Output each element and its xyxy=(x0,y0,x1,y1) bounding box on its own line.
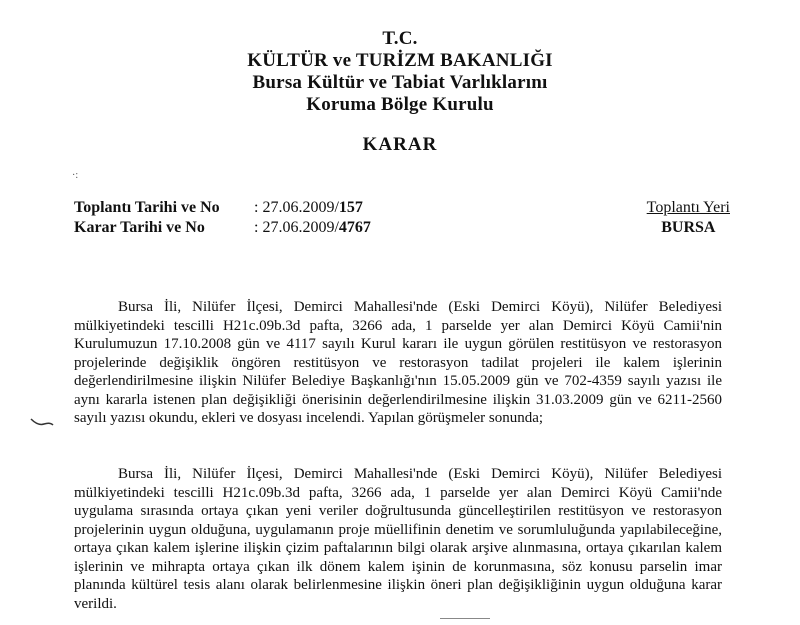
meeting-place xyxy=(647,198,730,238)
pen-mark-icon xyxy=(30,416,54,428)
paragraph-1: Bursa İli, Nilüfer İlçesi, Demirci Mahallesi'nde (Eski Demirci Köyü), Nilüfer Belediyesi mülkiyetindeki tescilli H21c.09b.3d pafta, 3266 ada, 1 parselde yer alan Demirci Köyü Camii'nin Kurulumuzun 17.10.2008 gün ve 4117 sayılı Kurul kararı ile uygun görülen restitüsyon ve restorasyon projelerinde değişiklik öngören restitüsyon ve restorasyon tadilat projeleri ile kalem işlerinin değerlendirilmesine ilişkin Nilüfer Belediye Başkanlığı'nın 15.05.2009 gün ve 702-4359 sayılı yazısı ile aynı kararla istenen plan değişikliği önerisinin değerlendirilmesine ilişkin 31.03.2009 gün ve 6211-2560 sayılı yazısı okundu, ekleri ve dosyası incelendi. Yapılan görüşmeler sonunda; xyxy=(74,299,722,426)
meeting-place-city: BURSA xyxy=(661,219,716,236)
header-board-line2: Koruma Bölge Kurulu xyxy=(306,94,494,115)
document-header xyxy=(0,28,800,116)
decision-label: Karar Tarihi ve No xyxy=(74,219,205,236)
scan-speck: ·: xyxy=(72,170,79,181)
meta-block xyxy=(74,198,371,238)
scan-line-mark xyxy=(440,618,490,619)
meeting-row xyxy=(74,198,371,218)
decision-value xyxy=(254,218,371,238)
document-title: KARAR xyxy=(362,134,438,155)
header-tc: T.C. xyxy=(382,28,418,49)
meeting-value xyxy=(254,198,363,218)
decision-number: 4767 xyxy=(338,219,371,236)
decision-row xyxy=(74,218,371,238)
meeting-label: Toplantı Tarihi ve No xyxy=(74,199,220,216)
paragraph-2: Bursa İli, Nilüfer İlçesi, Demirci Mahallesi'nde (Eski Demirci Köyü), Nilüfer Belediyesi mülkiyetindeki tescilli H21c.09b.3d pafta, 3266 ada, 1 parselde yer alan Demirci Köyü Camii'nde uygulama sırasında ortaya çıkan yeni veriler doğrultusunda güncelleştirilen restitüsyon ve restorasyon projelerinin uygun olduğuna, uygulamanın proje müellifinin denetim ve sorumluluğunda yapılabileceğine, ortaya çıkan kalem işlerine ilişkin çizim paftalarının bilgi olarak arşive alınmasına, ortaya çıkarılan kalem işlerinin ve mihrapta ortaya çıkan ilk dönem kalem işinin de korunmasına, söz konusu parselin imar planında kültürel tesis alanı olarak belirlenmesine ilişkin öneri plan değişikliğinin uygun olduğuna karar verildi. xyxy=(74,466,722,612)
decision-date: : 27.06.2009/ xyxy=(254,219,339,236)
header-ministry: KÜLTÜR ve TURİZM BAKANLIĞI xyxy=(247,50,553,71)
meeting-place-label: Toplantı Yeri xyxy=(646,199,730,216)
header-board-line1: Bursa Kültür ve Tabiat Varlıklarını xyxy=(252,72,548,93)
meeting-date: : 27.06.2009/ xyxy=(254,199,339,216)
meeting-number: 157 xyxy=(338,199,363,216)
